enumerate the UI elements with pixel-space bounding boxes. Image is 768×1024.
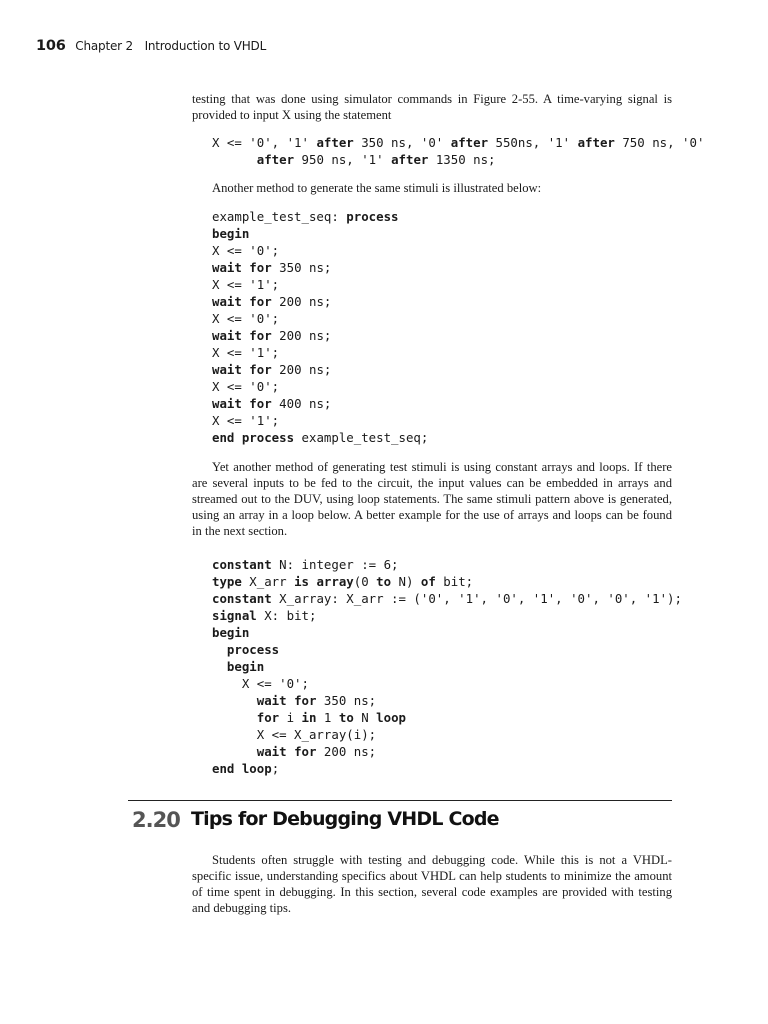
code-line: [212, 429, 428, 446]
code-text: X <= '1';: [212, 345, 280, 360]
code-line: [212, 573, 682, 590]
code-keyword: wait for: [212, 328, 272, 343]
code-keyword: constant: [212, 591, 272, 606]
code-line: [212, 692, 682, 709]
code-text: example_test_seq:: [212, 209, 347, 224]
code-keyword: wait for: [212, 260, 272, 275]
code-text: [212, 642, 227, 657]
code-keyword: begin: [226, 659, 265, 674]
code-text: 200 ns;: [271, 328, 332, 343]
code-text: 350 ns, '0': [353, 135, 451, 150]
code-text: 1: [316, 710, 339, 725]
code-block-array-loop: [212, 556, 682, 777]
paragraph-another-method: Another method to generate the same stimuli is illustrated below:: [212, 181, 542, 195]
code-text: 1350 ns;: [428, 152, 496, 167]
code-text: X: bit;: [256, 608, 317, 623]
code-text: i: [279, 710, 302, 725]
code-text: [212, 152, 257, 167]
code-keyword: after: [450, 135, 489, 150]
code-block-process: [212, 208, 428, 446]
code-line: [212, 743, 682, 760]
code-text: N: [353, 710, 377, 725]
code-text: 200 ns;: [271, 362, 332, 377]
code-keyword: wait for: [256, 744, 317, 759]
code-keyword: to: [376, 574, 392, 589]
paragraph-debugging-tips: Students often struggle with testing and debugging code. While this is not a VHDL-specific issue, understanding specifics about VHDL can help students to minimize the amount of time spent in debugging. In this section, several code examples are provided with testing and debugging tips.: [192, 853, 672, 915]
code-keyword: process: [346, 209, 399, 224]
code-text: bit;: [435, 574, 474, 589]
code-text: 950 ns, '1': [294, 152, 392, 167]
code-text: 200 ns;: [316, 744, 377, 759]
code-text: X_arr: [241, 574, 295, 589]
code-keyword: to: [338, 710, 354, 725]
code-line: [212, 378, 428, 395]
code-text: [212, 659, 227, 674]
code-text: X <= '0';: [212, 243, 280, 258]
code-text: 350 ns;: [271, 260, 332, 275]
code-line: [212, 624, 682, 641]
code-text: 350 ns;: [316, 693, 377, 708]
code-line: [212, 134, 704, 151]
code-text: X <= '0';: [212, 676, 309, 691]
code-line: [212, 590, 682, 607]
code-keyword: is array: [294, 574, 354, 589]
code-keyword: wait for: [212, 294, 272, 309]
code-keyword: begin: [212, 625, 250, 640]
chapter-title: Introduction to VHDL: [144, 39, 267, 53]
code-keyword: after: [577, 135, 615, 150]
code-text: X <= '0';: [212, 379, 280, 394]
code-line: [212, 726, 682, 743]
code-line: [212, 208, 428, 225]
code-keyword: in: [301, 710, 317, 725]
code-line: [212, 556, 682, 573]
code-line: [212, 709, 682, 726]
code-keyword: after: [391, 152, 429, 167]
code-text: X <= '1';: [212, 277, 280, 292]
code-keyword: of: [420, 574, 436, 589]
code-line: [212, 760, 682, 777]
code-line: [212, 658, 682, 675]
code-line: [212, 344, 428, 361]
code-line: [212, 242, 428, 259]
code-keyword: begin: [212, 226, 250, 241]
page-number: 106: [36, 38, 66, 54]
code-line: [212, 276, 428, 293]
chapter-label: Chapter 2: [75, 39, 133, 53]
code-text: ;: [271, 761, 280, 776]
code-keyword: for: [256, 710, 280, 725]
code-line: [212, 225, 428, 242]
code-line: [212, 412, 428, 429]
code-text: X <= '1';: [212, 413, 280, 428]
code-keyword: process: [226, 642, 280, 657]
code-keyword: after: [316, 135, 354, 150]
code-line: [212, 293, 428, 310]
code-text: 750 ns, '0': [614, 135, 705, 150]
code-text: example_test_seq;: [294, 430, 429, 445]
code-keyword: loop: [376, 710, 407, 725]
code-line: [212, 151, 704, 168]
section-title: Tips for Debugging VHDL Code: [191, 808, 499, 830]
code-keyword: end process: [212, 430, 295, 445]
code-text: X <= '0';: [212, 311, 280, 326]
code-text: [212, 710, 257, 725]
page-header: [36, 38, 266, 54]
code-keyword: type: [212, 574, 242, 589]
code-keyword: wait for: [212, 396, 272, 411]
code-line: [212, 361, 428, 378]
code-keyword: wait for: [256, 693, 317, 708]
section-divider: [128, 800, 672, 801]
code-line: [212, 259, 428, 276]
code-keyword: signal: [212, 608, 257, 623]
code-line: [212, 310, 428, 327]
code-keyword: constant: [212, 557, 272, 572]
code-keyword: wait for: [212, 362, 272, 377]
code-text: X <= '0', '1': [212, 135, 317, 150]
code-keyword: end loop: [212, 761, 272, 776]
code-text: (0: [353, 574, 377, 589]
code-line: [212, 607, 682, 624]
code-text: N): [391, 574, 421, 589]
paragraph-intro: testing that was done using simulator commands in Figure 2-55. A time-varying signal is provided to input X using the statement: [192, 92, 672, 122]
code-text: 400 ns;: [271, 396, 332, 411]
code-line: [212, 675, 682, 692]
code-text: [212, 693, 257, 708]
code-line: [212, 395, 428, 412]
code-text: 550ns, '1': [488, 135, 578, 150]
code-block-signal-assignment: [212, 134, 704, 168]
code-text: X_array: X_arr := ('0', '1', '0', '1', '0', '0', '1');: [271, 591, 682, 606]
code-text: X <= X_array(i);: [212, 727, 377, 742]
code-text: N: integer := 6;: [271, 557, 399, 572]
code-text: [212, 744, 257, 759]
code-line: [212, 641, 682, 658]
code-line: [212, 327, 428, 344]
code-keyword: after: [256, 152, 295, 167]
paragraph-constant-arrays: Yet another method of generating test stimuli is using constant arrays and loops. If there are several inputs to be fed to the circuit, the input values can be embedded in arrays and streamed out to the DUV, using loop statements. The same stimuli pattern above is generated, using an array in a loop below. A better example for the use of arrays and loops can be found in the next section.: [192, 460, 672, 538]
code-text: 200 ns;: [271, 294, 332, 309]
section-number: 2.20: [132, 808, 180, 832]
